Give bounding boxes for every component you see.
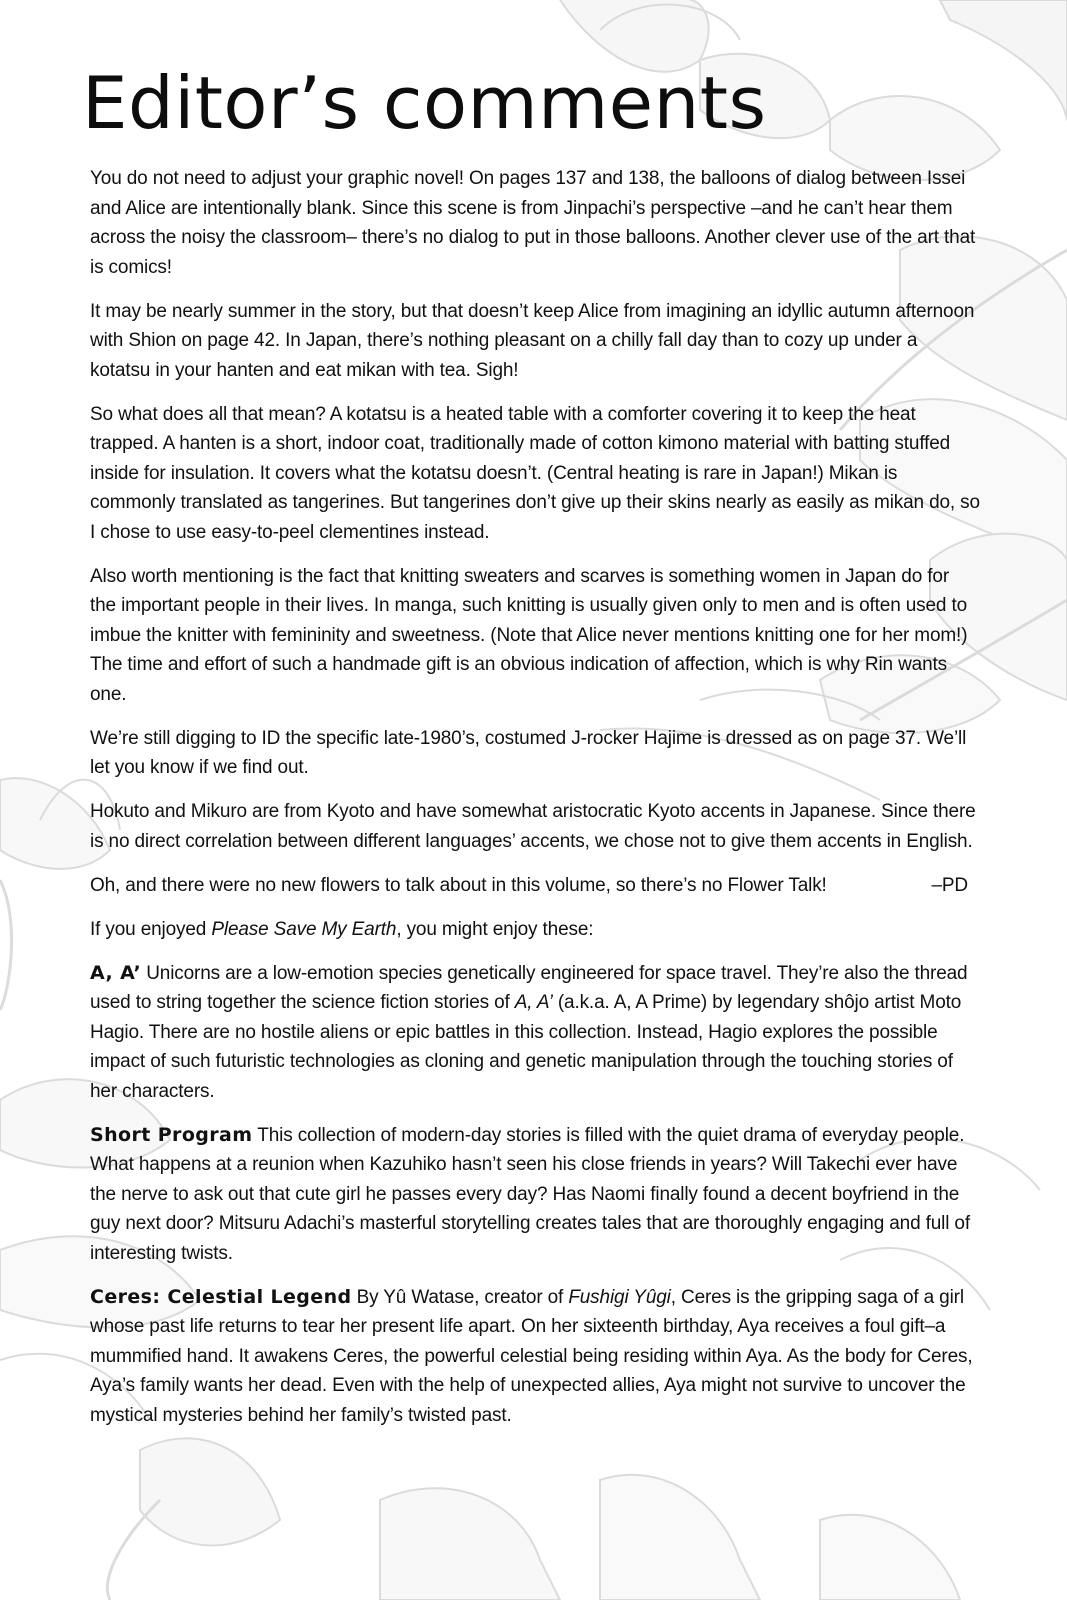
paragraph: You do not need to adjust your graphic novel! On pages 137 and 138, the balloons of dialog between Issei and Alice are intentionally blank. Since this scene is from Jinpachi’s perspective –and he can’t hear them across the noisy the classroom– there’s no dialog to put in those balloons. Another clever use of the art that is comics! <box>90 168 976 278</box>
recommendation-text: , Ceres is the gripping saga of a girl whose past life returns to tear her present life apart. On her sixteenth birthday, Aya receives a foul gift–a mummified hand. It awakens Ceres, the powerful celestial being residing within Aya. As the body for Ceres, Aya’s family wants her dead. Even with the help of unexpected allies, Aya might not survive to uncover the mystical mysteries behind her family’s twisted past. <box>90 1286 973 1426</box>
recommendation-title: A, A’ <box>90 961 142 984</box>
editor-initials: –PD <box>931 874 968 896</box>
book-title: Please Save My Earth <box>211 918 397 940</box>
recommendation-intro <box>90 915 980 945</box>
recommendation-title: Ceres: Celestial Legend <box>90 1285 352 1308</box>
article <box>82 61 980 1445</box>
paragraph: Hokuto and Mikuro are from Kyoto and have somewhat aristocratic Kyoto accents in Japanese. Since there is no direct correlation between different languages’ accents, we chose not to give them accents in English. <box>90 801 976 852</box>
paragraph: It may be nearly summer in the story, but that doesn’t keep Alice from imagining an idyllic autumn afternoon with Shion on page 42. In Japan, there’s nothing pleasant on a chilly fall day than to cozy up under a kotatsu in your hanten and eat mikan with tea. Sigh! <box>90 300 975 381</box>
recommendation-text: Unicorns are a low-emotion species genetically engineered for space travel. They’re also the thread used to string together the science fiction stories of <box>90 962 968 1013</box>
recommendation-item <box>90 959 980 1107</box>
recommendation-text: This collection of modern-day stories is filled with the quiet drama of everyday people. What happens at a reunion when Kazuhiko hasn’t seen his close friends in years? Will Takechi ever have the nerve to ask out that cute girl he passes every day? Has Naomi finally found a decent boyfriend in the guy next door? Mitsuru Adachi’s masterful storytelling creates tales that are thoroughly engaging and full of interesting twists. <box>90 1124 970 1264</box>
recommendation-item <box>90 1283 980 1431</box>
paragraph: So what does all that mean? A kotatsu is a heated table with a comforter covering it to keep the heat trapped. A hanten is a short, indoor coat, traditionally made of cotton kimono material with batting stuffed inside for insulation. It covers what the kotatsu doesn’t. (Central heating is rare in Japan!) Mikan is commonly translated as tangerines. But tangerines don’t give up their skins nearly as easily as mikan do, so I chose to use easy-to-peel clementines instead. <box>90 403 980 543</box>
intro-prefix: If you enjoyed <box>90 918 212 940</box>
signoff-paragraph <box>90 871 980 901</box>
page-title: Editor’s comments <box>82 61 767 145</box>
recommendation-text: By Yû Watase, creator of <box>351 1286 569 1308</box>
recommendation-italic-title: A, A’ <box>514 992 553 1013</box>
recommendation-item <box>90 1121 980 1269</box>
recommendation-text: (a.k.a. A, A Prime) by legendary shôjo artist Moto Hagio. There are no hostile aliens or epic battles in this collection. Instead, Hagio explores the possible impact of such futuristic technologies as cloning and genetic manipulation through the touching stories of her characters. <box>90 992 962 1102</box>
paragraph: Also worth mentioning is the fact that knitting sweaters and scarves is something women in Japan do for the important people in their lives. In manga, such knitting is usually given only to men and is often used to imbue the knitter with femininity and sweetness. (Note that Alice never mentions knitting one for her mom!) The time and effort of such a handmade gift is an obvious indication of affection, which is why Rin wants one. <box>90 565 968 705</box>
recommendation-italic-title: Fushigi Yûgi <box>568 1286 671 1308</box>
recommendation-title: Short Program <box>90 1123 253 1146</box>
paragraph: We’re still digging to ID the specific late-1980’s, costumed J-rocker Hajime is dressed as on page 37. We’ll let you know if we find out. <box>90 727 967 778</box>
signoff-text: Oh, and there were no new flowers to talk about in this volume, so there’s no Flower Talk! <box>90 874 827 896</box>
intro-suffix: , you might enjoy these: <box>396 918 594 940</box>
